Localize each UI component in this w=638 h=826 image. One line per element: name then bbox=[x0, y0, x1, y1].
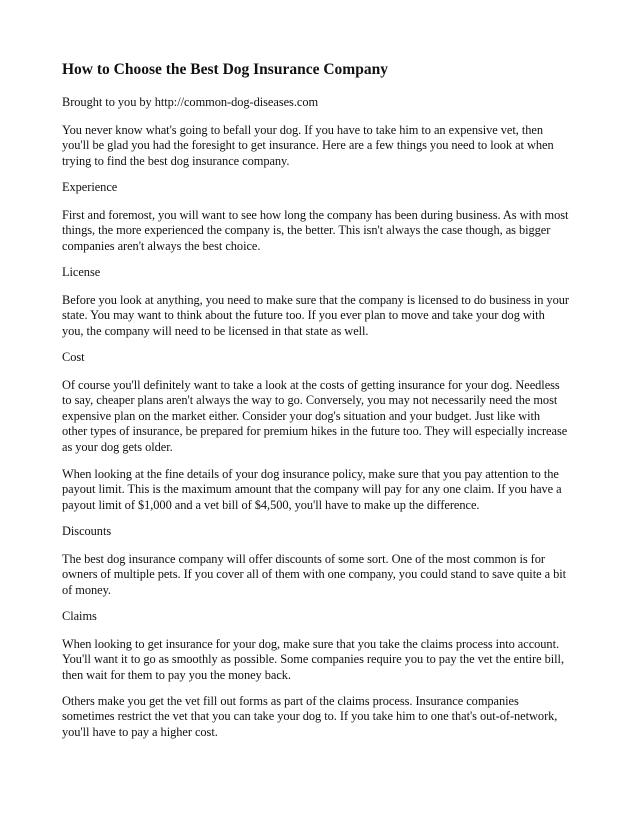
document-title: How to Choose the Best Dog Insurance Company bbox=[62, 61, 388, 78]
section-heading-cost: Cost bbox=[62, 350, 85, 364]
claims-paragraph-1: When looking to get insurance for your dog, make sure that you take the claims process into account. You'll want it to go as smoothly as possible. Some companies require you to pay the vet the entire bill, then wait for them to pay you the money back. bbox=[62, 637, 564, 682]
byline: Brought to you by http://common-dog-diseases.com bbox=[62, 95, 319, 109]
cost-paragraph-2: When looking at the fine details of your dog insurance policy, make sure that you pay attention to the payout limit. This is the maximum amount that the company will pay for any one claim. If you have a payout limit of $1,000 and a vet bill of $4,500, you'll have to make up the difference. bbox=[62, 467, 562, 512]
discounts-paragraph: The best dog insurance company will offer discounts of some sort. One of the most common is for owners of multiple pets. If you cover all of them with one company, you could stand to save quite a bit of money. bbox=[62, 552, 567, 597]
section-heading-experience: Experience bbox=[62, 180, 118, 194]
section-heading-claims: Claims bbox=[62, 609, 97, 623]
section-heading-discounts: Discounts bbox=[62, 524, 112, 538]
license-paragraph: Before you look at anything, you need to make sure that the company is licensed to do business in your state. You may want to think about the future too. If you ever plan to move and take your dog with you, the company will need to be licensed in that state as well. bbox=[62, 293, 569, 338]
intro-paragraph: You never know what's going to befall your dog. If you have to take him to an expensive vet, then you'll be glad you had the foresight to get insurance. Here are a few things you need to look at when trying to find the best dog insurance company. bbox=[62, 123, 554, 168]
section-heading-license: License bbox=[62, 265, 101, 279]
cost-paragraph-1: Of course you'll definitely want to take a look at the costs of getting insurance for your dog. Needless to say, cheaper plans aren't always the way to go. Conversely, you may not necessarily need the most expensive plan on the market either. Consider your dog's situation and your budget. Just like with other types of insurance, be prepared for premium hikes in the future too. They will especially increase as your dog gets older. bbox=[62, 378, 568, 454]
experience-paragraph: First and foremost, you will want to see how long the company has been during business. As with most things, the more experienced the company is, the better. This isn't always the case though, as bigger companies aren't always the best choice. bbox=[62, 208, 569, 253]
claims-paragraph-2: Others make you get the vet fill out forms as part of the claims process. Insurance companies sometimes restrict the vet that you can take your dog to. If you take him to one that's out-of-network, you'll have to pay a higher cost. bbox=[62, 694, 558, 739]
